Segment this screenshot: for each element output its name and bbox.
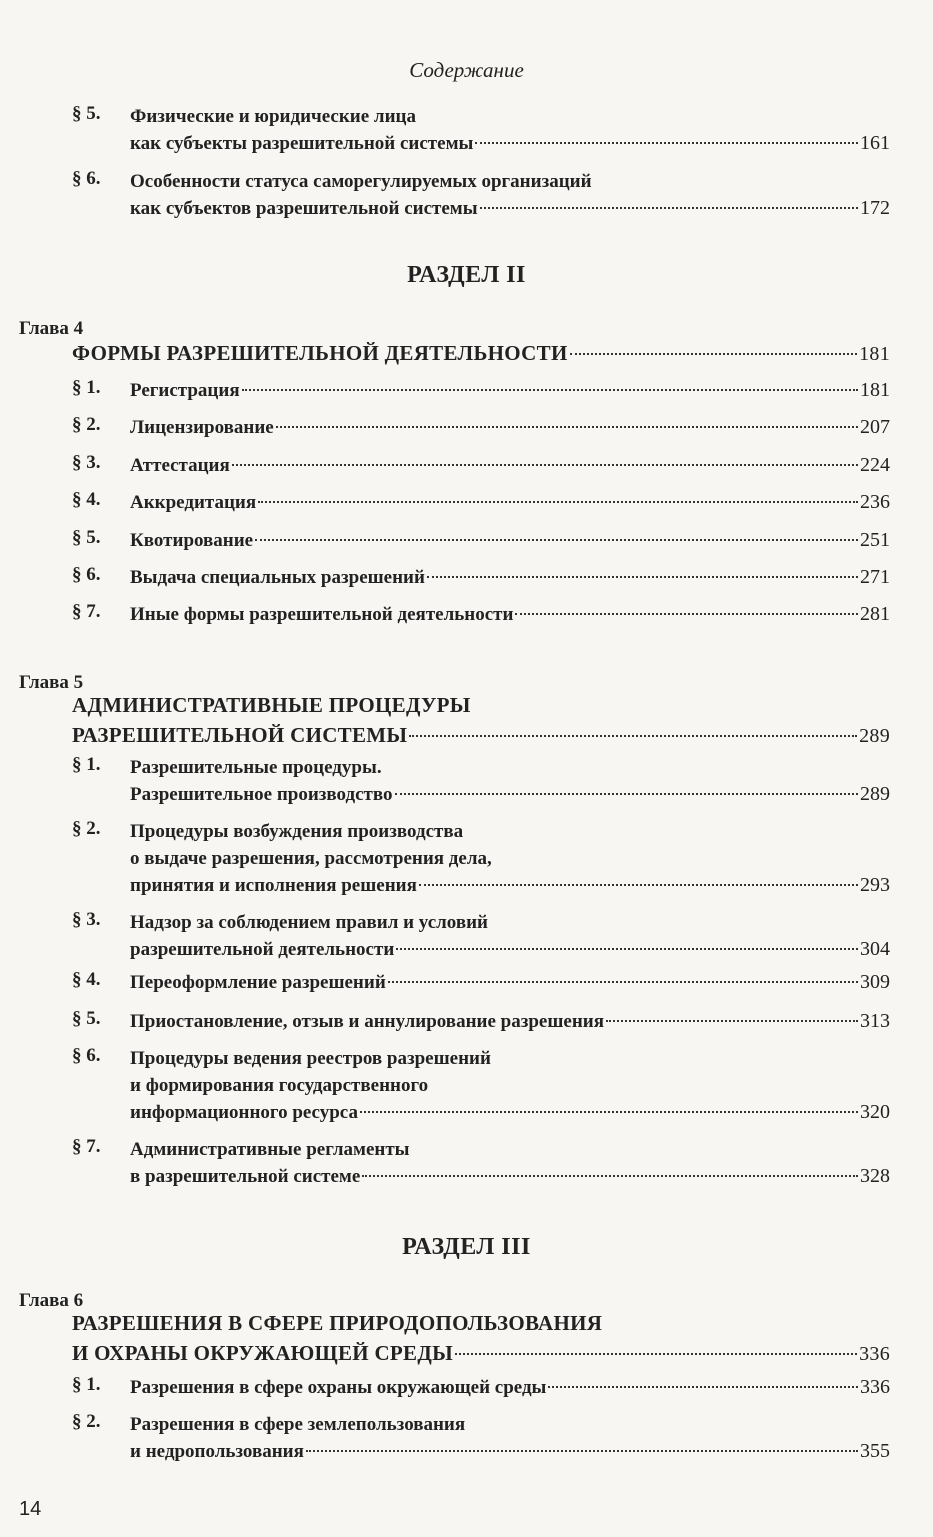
dot-leader: [232, 464, 858, 466]
entry-title: Лицензирование: [130, 417, 274, 438]
entry-title: как субъекты разрешительной системы: [130, 133, 474, 154]
entry-title: Разрешения в сфере землепользования: [130, 1414, 466, 1435]
entry-number: § 2.: [72, 1411, 101, 1432]
entry-title: Особенности статуса саморегулируемых организаций: [130, 171, 592, 192]
entry-page: 328: [860, 1165, 890, 1187]
dot-leader: [455, 1353, 857, 1355]
entry-page: 336: [860, 1376, 890, 1398]
entry-number: § 1.: [72, 754, 101, 775]
toc-entry: [72, 1374, 890, 1401]
entry-number: § 5.: [72, 103, 101, 124]
toc-entry: [72, 414, 890, 441]
entry-page: 251: [860, 529, 890, 551]
entry-title: Разрешительное производство: [130, 784, 393, 805]
entry-number: § 5.: [72, 1008, 101, 1029]
entry-page: 320: [860, 1101, 890, 1123]
chapter-entry: [72, 690, 890, 751]
chapter-page: 289: [859, 725, 890, 747]
dot-leader: [395, 793, 858, 795]
toc-entry: [72, 377, 890, 404]
chapter-entry: [72, 340, 890, 368]
toc-entry: [72, 564, 890, 591]
entry-number: § 6.: [72, 168, 101, 189]
entry-title: Физические и юридические лица: [130, 106, 416, 127]
entry-page: 281: [860, 603, 890, 625]
chapter-title: РАЗРЕШИТЕЛЬНОЙ СИСТЕМЫ: [72, 723, 408, 747]
dot-leader: [475, 142, 858, 144]
toc-entry: [72, 754, 890, 808]
toc-entry: [72, 452, 890, 479]
entry-page: 355: [860, 1440, 890, 1462]
chapter-title: АДМИНИСТРАТИВНЫЕ ПРОЦЕДУРЫ: [72, 693, 471, 717]
entry-title: Аттестация: [130, 455, 230, 476]
entry-title: в разрешительной системе: [130, 1166, 361, 1187]
entry-title: принятия и исполнения решения: [130, 875, 417, 896]
entry-number: § 1.: [72, 377, 101, 398]
entry-title: Иные формы разрешительной деятельности: [130, 604, 514, 625]
entry-page: 313: [860, 1010, 890, 1032]
entry-page: 207: [860, 416, 890, 438]
dot-leader: [548, 1386, 858, 1388]
entry-number: § 3.: [72, 909, 101, 930]
dot-leader: [360, 1111, 858, 1113]
chapter-label: Глава 5: [19, 672, 84, 693]
dot-leader: [242, 389, 858, 391]
chapter-page: 181: [859, 343, 890, 365]
chapter-title: РАЗРЕШЕНИЯ В СФЕРЕ ПРИРОДОПОЛЬЗОВАНИЯ: [72, 1311, 603, 1335]
dot-leader: [515, 613, 858, 615]
entry-number: § 7.: [72, 1136, 101, 1157]
entry-title: Регистрация: [130, 380, 240, 401]
toc-entry: [72, 1008, 890, 1035]
page-number: 14: [19, 1498, 42, 1520]
entry-page: 236: [860, 491, 890, 513]
dot-leader: [396, 948, 858, 950]
dot-leader: [606, 1020, 858, 1022]
entry-page: 172: [860, 197, 890, 219]
entry-title: как субъектов разрешительной системы: [130, 198, 478, 219]
entry-number: § 1.: [72, 1374, 101, 1395]
chapter-title: ФОРМЫ РАЗРЕШИТЕЛЬНОЙ ДЕЯТЕЛЬНОСТИ: [72, 341, 568, 365]
chapter-title: И ОХРАНЫ ОКРУЖАЮЩЕЙ СРЕДЫ: [72, 1341, 454, 1365]
toc-entry: [72, 489, 890, 516]
entry-title: Переоформление разрешений: [130, 972, 386, 993]
toc-entry: [72, 527, 890, 554]
entry-title: и формирования государственного: [130, 1075, 429, 1096]
dot-leader: [388, 981, 858, 983]
entry-title: Процедуры возбуждения производства: [130, 821, 464, 842]
dot-leader: [258, 501, 858, 503]
toc-entry: [72, 1136, 890, 1190]
entry-title: Разрешительные процедуры.: [130, 757, 382, 778]
entry-number: § 7.: [72, 601, 101, 622]
dot-leader: [306, 1450, 858, 1452]
entry-number: § 4.: [72, 969, 101, 990]
entry-page: 289: [860, 783, 890, 805]
entry-page: 293: [860, 874, 890, 896]
toc-entry: [72, 103, 890, 157]
chapter-page: 336: [859, 1343, 890, 1365]
dot-leader: [255, 539, 858, 541]
dot-leader: [480, 207, 858, 209]
entry-page: 181: [860, 379, 890, 401]
dot-leader: [409, 735, 857, 737]
dot-leader: [427, 576, 858, 578]
toc-entry: [72, 1045, 890, 1126]
dot-leader: [419, 884, 858, 886]
chapter-entry: [72, 1308, 890, 1369]
entry-number: § 2.: [72, 414, 101, 435]
entry-title: Приостановление, отзыв и аннулирование разрешения: [130, 1011, 604, 1032]
entry-title: о выдаче разрешения, рассмотрения дела,: [130, 848, 492, 869]
entry-title: Надзор за соблюдением правил и условий: [130, 912, 488, 933]
toc-entry: [72, 1411, 890, 1465]
entry-title: информационного ресурса: [130, 1102, 358, 1123]
entry-page: 161: [860, 132, 890, 154]
dot-leader: [276, 426, 858, 428]
entry-page: 309: [860, 971, 890, 993]
section-heading: РАЗДЕЛ III: [402, 1234, 531, 1260]
entry-number: § 5.: [72, 527, 101, 548]
toc-entry: [72, 168, 890, 222]
entry-title: Административные регламенты: [130, 1139, 410, 1160]
entry-title: и недропользования: [130, 1441, 304, 1462]
entry-title: Выдача специальных разрешений: [130, 567, 425, 588]
chapter-label: Глава 4: [19, 318, 84, 339]
toc-entry: [72, 601, 890, 628]
entry-title: Квотирование: [130, 530, 254, 551]
toc-entry: [72, 909, 890, 963]
entry-title: Аккредитация: [130, 492, 257, 513]
section-heading: РАЗДЕЛ II: [407, 262, 526, 288]
entry-title: Разрешения в сфере охраны окружающей среды: [130, 1377, 547, 1398]
entry-number: § 4.: [72, 489, 101, 510]
entry-number: § 2.: [72, 818, 101, 839]
dot-leader: [362, 1175, 858, 1177]
entry-title: Процедуры ведения реестров разрешений: [130, 1048, 491, 1069]
chapter-label: Глава 6: [19, 1290, 84, 1311]
entry-title: разрешительной деятельности: [130, 939, 395, 960]
dot-leader: [570, 353, 858, 355]
entry-page: 271: [860, 566, 890, 588]
toc-entry: [72, 969, 890, 996]
entry-number: § 6.: [72, 1045, 101, 1066]
toc-entry: [72, 818, 890, 899]
entry-page: 224: [860, 454, 890, 476]
entry-number: § 6.: [72, 564, 101, 585]
running-head: Содержание: [409, 58, 524, 82]
entry-page: 304: [860, 938, 890, 960]
entry-number: § 3.: [72, 452, 101, 473]
